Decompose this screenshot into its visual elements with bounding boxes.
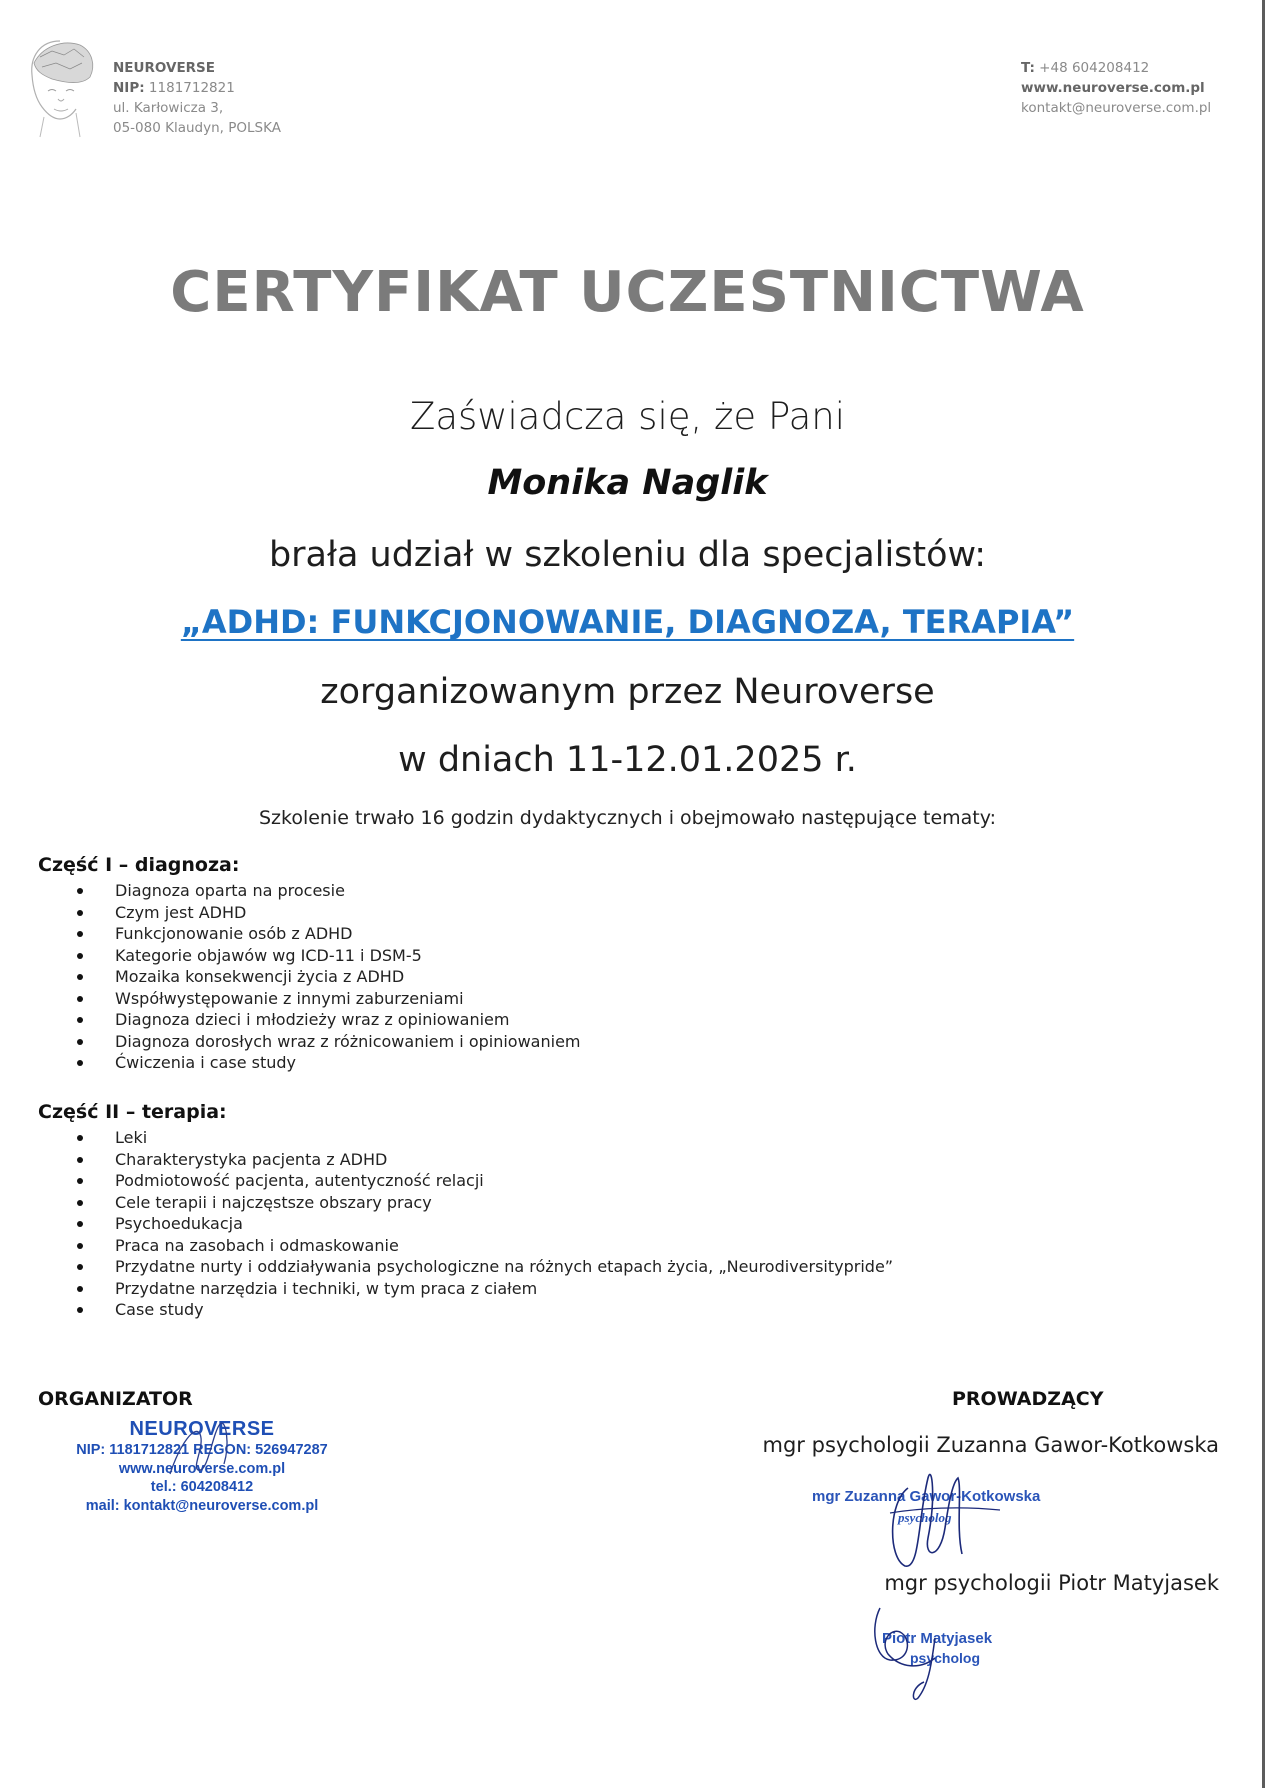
list-item: Psychoedukacja <box>0 1213 893 1235</box>
organizer-signature-icon <box>150 1404 250 1494</box>
face-logo-icon <box>22 33 98 141</box>
lecturers-heading: PROWADZĄCY <box>952 1388 1104 1410</box>
hours-note: Szkolenie trwało 16 godzin dydaktycznych i obejmowało następujące tematy: <box>258 807 997 829</box>
course-title[interactable]: „ADHD: FUNKCJONOWANIE, DIAGNOZA, TERAPIA” <box>180 603 1075 641</box>
lecturer1-stamp-name: mgr Zuzanna Gawor-Kotkowska <box>812 1488 1041 1505</box>
list-item: Diagnoza dorosłych wraz z różnicowaniem i opiniowaniem <box>0 1031 581 1053</box>
organizer-heading: ORGANIZATOR <box>38 1388 193 1410</box>
company-info <box>113 58 281 138</box>
stamp-ids: NIP: 1181712821 REGON: 526947287 <box>76 1442 328 1458</box>
contact-email[interactable]: kontakt@neuroverse.com.pl <box>1021 100 1212 116</box>
lecturer2-signature-icon <box>840 1598 1040 1708</box>
list-item: Leki <box>0 1127 893 1149</box>
company-address-line1: ul. Karłowicza 3, <box>113 100 224 116</box>
dates-line: w dniach 11-12.01.2025 r. <box>398 740 857 780</box>
part1-heading: Część I – diagnoza: <box>38 854 240 876</box>
contact-info <box>1021 58 1215 118</box>
stamp-name: NEUROVERSE <box>129 1418 275 1440</box>
part2-topic-list <box>0 1127 893 1321</box>
list-item: Przydatne narzędzia i techniki, w tym praca z ciałem <box>0 1278 893 1300</box>
list-item: Przydatne nurty i oddziaływania psychologiczne na różnych etapach życia, „Neurodiversitypride” <box>0 1256 893 1278</box>
intro-line: Zaświadcza się, że Pani <box>409 395 846 438</box>
stamp-tel: tel.: 604208412 <box>150 1479 254 1495</box>
stamp-mail: mail: kontakt@neuroverse.com.pl <box>85 1497 319 1514</box>
company-nip: NIP: 1181712821 <box>113 80 235 96</box>
part2-heading: Część II – terapia: <box>38 1101 227 1123</box>
list-item: Współwystępowanie z innymi zaburzeniami <box>0 988 581 1010</box>
stamp-web: www.neuroverse.com.pl <box>118 1460 286 1477</box>
list-item: Cele terapii i najczęstsze obszary pracy <box>0 1192 893 1214</box>
participant-name: Monika Naglik <box>487 463 768 503</box>
certificate-title: CERTYFIKAT UCZESTNICTWA <box>170 260 1085 325</box>
took-part-line: brała udział w szkoleniu dla specjalistów: <box>268 535 987 575</box>
list-item: Funkcjonowanie osób z ADHD <box>0 923 581 945</box>
list-item: Czym jest ADHD <box>0 902 581 924</box>
list-item: Diagnoza dzieci i młodzieży wraz z opiniowaniem <box>0 1009 581 1031</box>
part1-topic-list <box>0 880 581 1074</box>
list-item: Ćwiczenia i case study <box>0 1052 581 1074</box>
list-item: Kategorie objawów wg ICD-11 i DSM-5 <box>0 945 581 967</box>
contact-website[interactable]: www.neuroverse.com.pl <box>1021 80 1205 96</box>
contact-phone: T: +48 604208412 <box>1021 60 1150 76</box>
list-item: Diagnoza oparta na procesie <box>0 880 581 902</box>
lecturer1-signature-icon <box>790 1458 1090 1573</box>
list-item: Podmiotowość pacjenta, autentyczność relacji <box>0 1170 893 1192</box>
lecturer2-name: mgr psychologii Piotr Matyjasek <box>884 1571 1219 1595</box>
list-item: Praca na zasobach i odmaskowanie <box>0 1235 893 1257</box>
lecturer1-name: mgr psychologii Zuzanna Gawor-Kotkowska <box>762 1433 1219 1457</box>
lecturer2-stamp-name: Piotr Matyjasek <box>882 1630 993 1647</box>
lecturer2-stamp-title: psycholog <box>910 1650 981 1666</box>
list-item: Charakterystyka pacjenta z ADHD <box>0 1149 893 1171</box>
lecturer1-stamp-title: psycholog <box>898 1510 952 1525</box>
list-item: Mozaika konsekwencji życia z ADHD <box>0 966 581 988</box>
company-name: NEUROVERSE <box>113 60 216 76</box>
organized-by-line: zorganizowanym przez Neuroverse <box>320 672 935 712</box>
list-item: Case study <box>0 1299 893 1321</box>
company-address-line2: 05-080 Klaudyn, POLSKA <box>113 120 281 136</box>
